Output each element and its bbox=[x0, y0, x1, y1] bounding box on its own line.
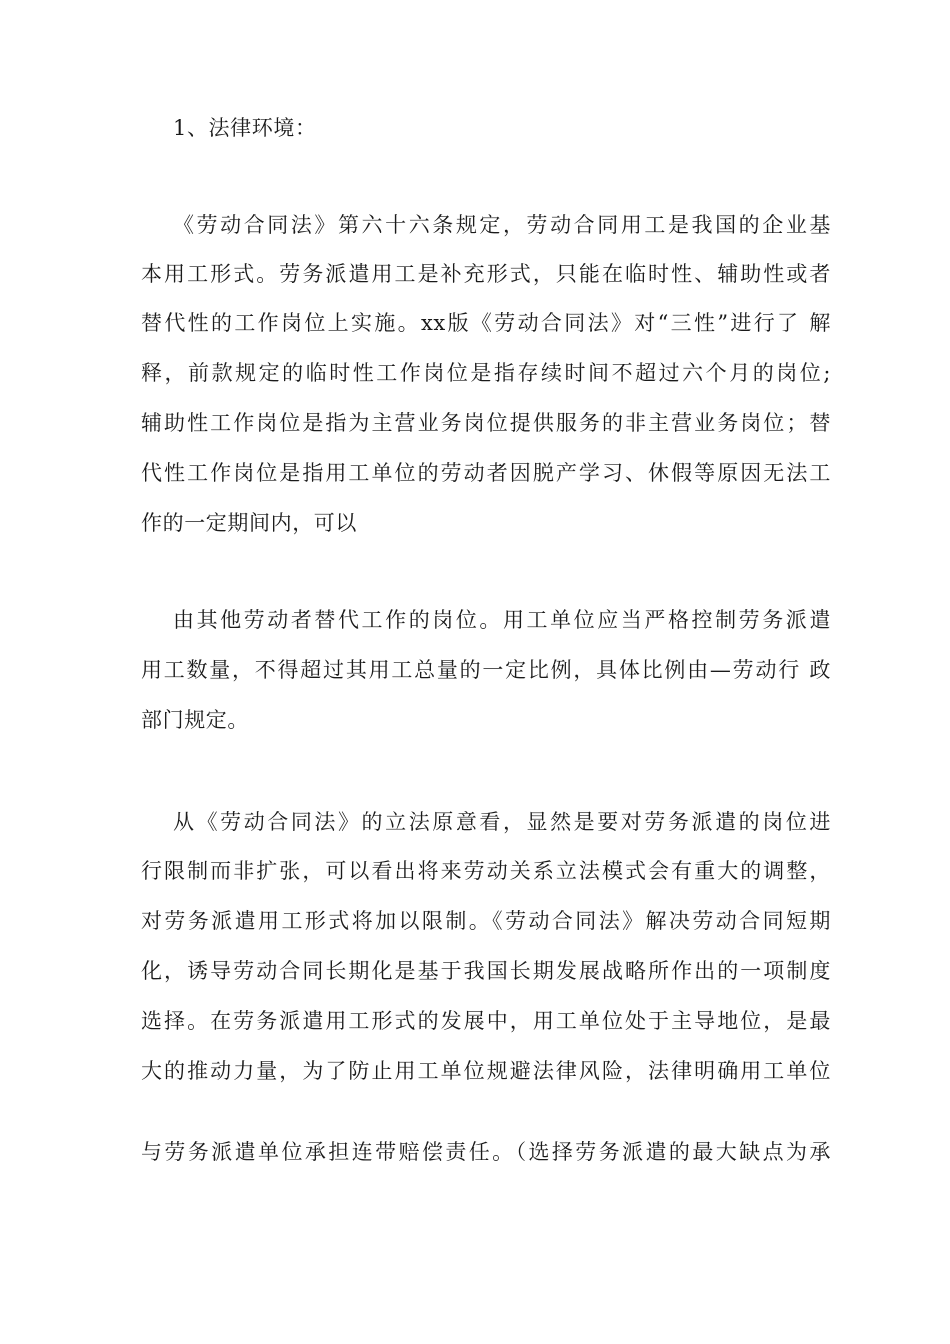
paragraph-line: 代性工作岗位是指用工单位的劳动者因脱产学习、休假等原因无法工 bbox=[141, 461, 831, 485]
paragraph-line: 《劳动合同法》第六十六条规定，劳动合同用工是我国的企业基 bbox=[173, 213, 831, 237]
paragraph-line: 选择。在劳务派遣用工形式的发展中，用工单位处于主导地位，是最 bbox=[141, 1009, 831, 1033]
paragraph-line: 从《劳动合同法》的立法原意看，显然是要对劳务派遣的岗位进 bbox=[173, 810, 831, 834]
paragraph-line: 部门规定。 bbox=[141, 708, 249, 732]
paragraph-line: 用工数量，不得超过其用工总量的一定比例，具体比例由—劳动行 政 bbox=[141, 658, 831, 682]
paragraph-line: 本用工形式。劳务派遣用工是补充形式，只能在临时性、辅助性或者 bbox=[141, 262, 831, 286]
paragraph-line: 化，诱导劳动合同长期化是基于我国长期发展战略所作出的一项制度 bbox=[141, 959, 831, 983]
paragraph-line: 大的推动力量，为了防止用工单位规避法律风险，法律明确用工单位 bbox=[141, 1059, 831, 1083]
paragraph-line: 由其他劳动者替代工作的岗位。用工单位应当严格控制劳务派遣 bbox=[173, 608, 831, 632]
paragraph-line: 辅助性工作岗位是指为主营业务岗位提供服务的非主营业务岗位；替 bbox=[141, 411, 831, 435]
paragraph-line: 对劳务派遣用工形式将加以限制。《劳动合同法》解决劳动合同短期 bbox=[141, 909, 831, 933]
paragraph-line: 作的一定期间内，可以 bbox=[141, 511, 357, 535]
paragraph-line: 替代性的工作岗位上实施。xx版《劳动合同法》对“三性”进行了 解 bbox=[141, 311, 831, 335]
section-heading: 1、法律环境： bbox=[173, 116, 317, 140]
paragraph-line: 行限制而非扩张，可以看出将来劳动关系立法模式会有重大的调整， bbox=[141, 859, 831, 883]
paragraph-line: 释，前款规定的临时性工作岗位是指存续时间不超过六个月的岗位; bbox=[141, 361, 831, 385]
paragraph-line: 与劳务派遣单位承担连带赔偿责任。（选择劳务派遣的最大缺点为承 bbox=[141, 1140, 831, 1164]
